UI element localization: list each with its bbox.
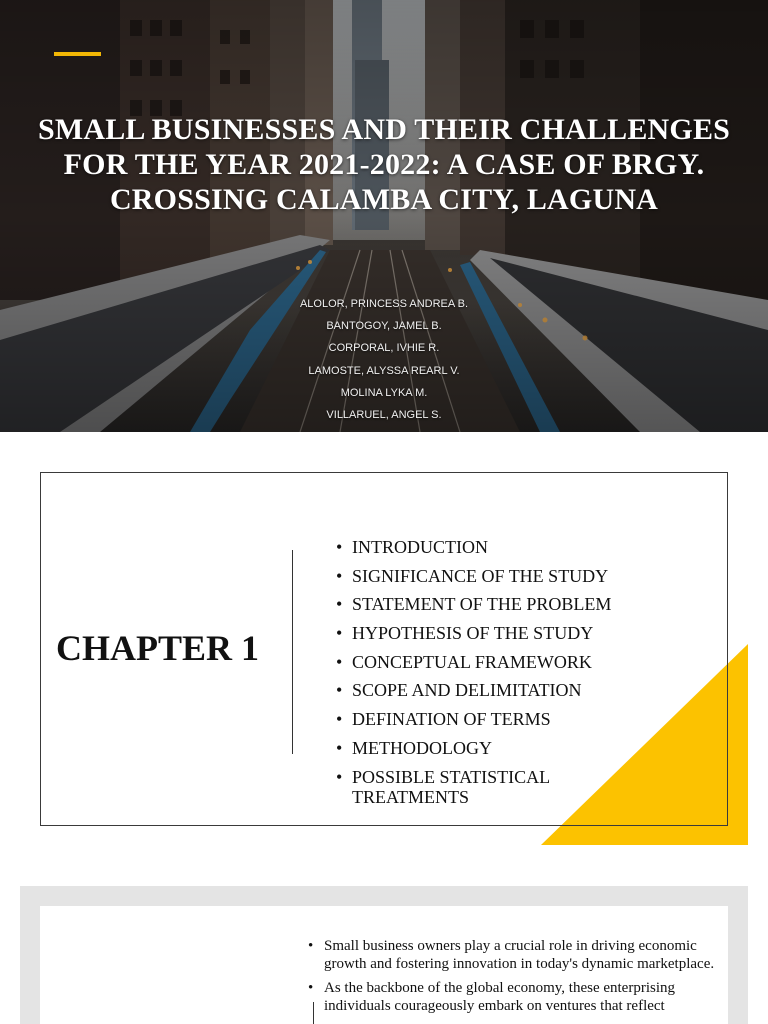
slide-content-panel (40, 906, 728, 1024)
presentation-title: SMALL BUSINESSES AND THEIR CHALLENGES FOR THE YEAR 2021-2022: A CASE OF BRGY. CROSSING CALAMBA CITY, LAGUNA (37, 113, 731, 216)
list-item: • Small business owners play a crucial role in driving economic growth and fostering innovation in today's dynamic marketplace. (308, 937, 728, 973)
chapter-1-slide (0, 432, 768, 864)
list-item: • HYPOTHESIS OF THE STUDY (336, 623, 656, 644)
list-item: • INTRODUCTION (336, 537, 656, 558)
list-item: • POSSIBLE STATISTICAL TREATMENTS (336, 767, 656, 808)
author-item: BANTOGOY, JAMEL B. (326, 320, 442, 333)
vertical-divider (292, 550, 293, 754)
chapter-contents-list (336, 537, 656, 816)
author-item: LAMOSTE, ALYSSA REARL V. (308, 364, 460, 377)
introduction-points (308, 937, 728, 1021)
chapter-title: CHAPTER 1 (56, 628, 260, 668)
title-slide (0, 0, 768, 432)
list-item: • SCOPE AND DELIMITATION (336, 680, 656, 701)
author-list (234, 293, 534, 426)
accent-bar (54, 52, 101, 56)
list-item: • DEFINATION OF TERMS (336, 709, 656, 730)
author-item: ALOLOR, PRINCESS ANDREA B. (299, 298, 469, 310)
author-item: CORPORAL, IVHIE R. (328, 342, 440, 355)
introduction-slide (20, 886, 748, 1024)
list-item: • As the backbone of the global economy, these enterprising individuals courageously embark on ventures that reflect (308, 979, 728, 1015)
list-item: • CONCEPTUAL FRAMEWORK (336, 652, 656, 673)
list-item: • STATEMENT OF THE PROBLEM (336, 594, 656, 615)
list-item: • SIGNIFICANCE OF THE STUDY (336, 566, 656, 587)
author-item: MOLINA LYKA M. (340, 386, 428, 399)
author-item: VILLARUEL, ANGEL S. (326, 409, 442, 422)
list-item: • METHODOLOGY (336, 738, 656, 759)
